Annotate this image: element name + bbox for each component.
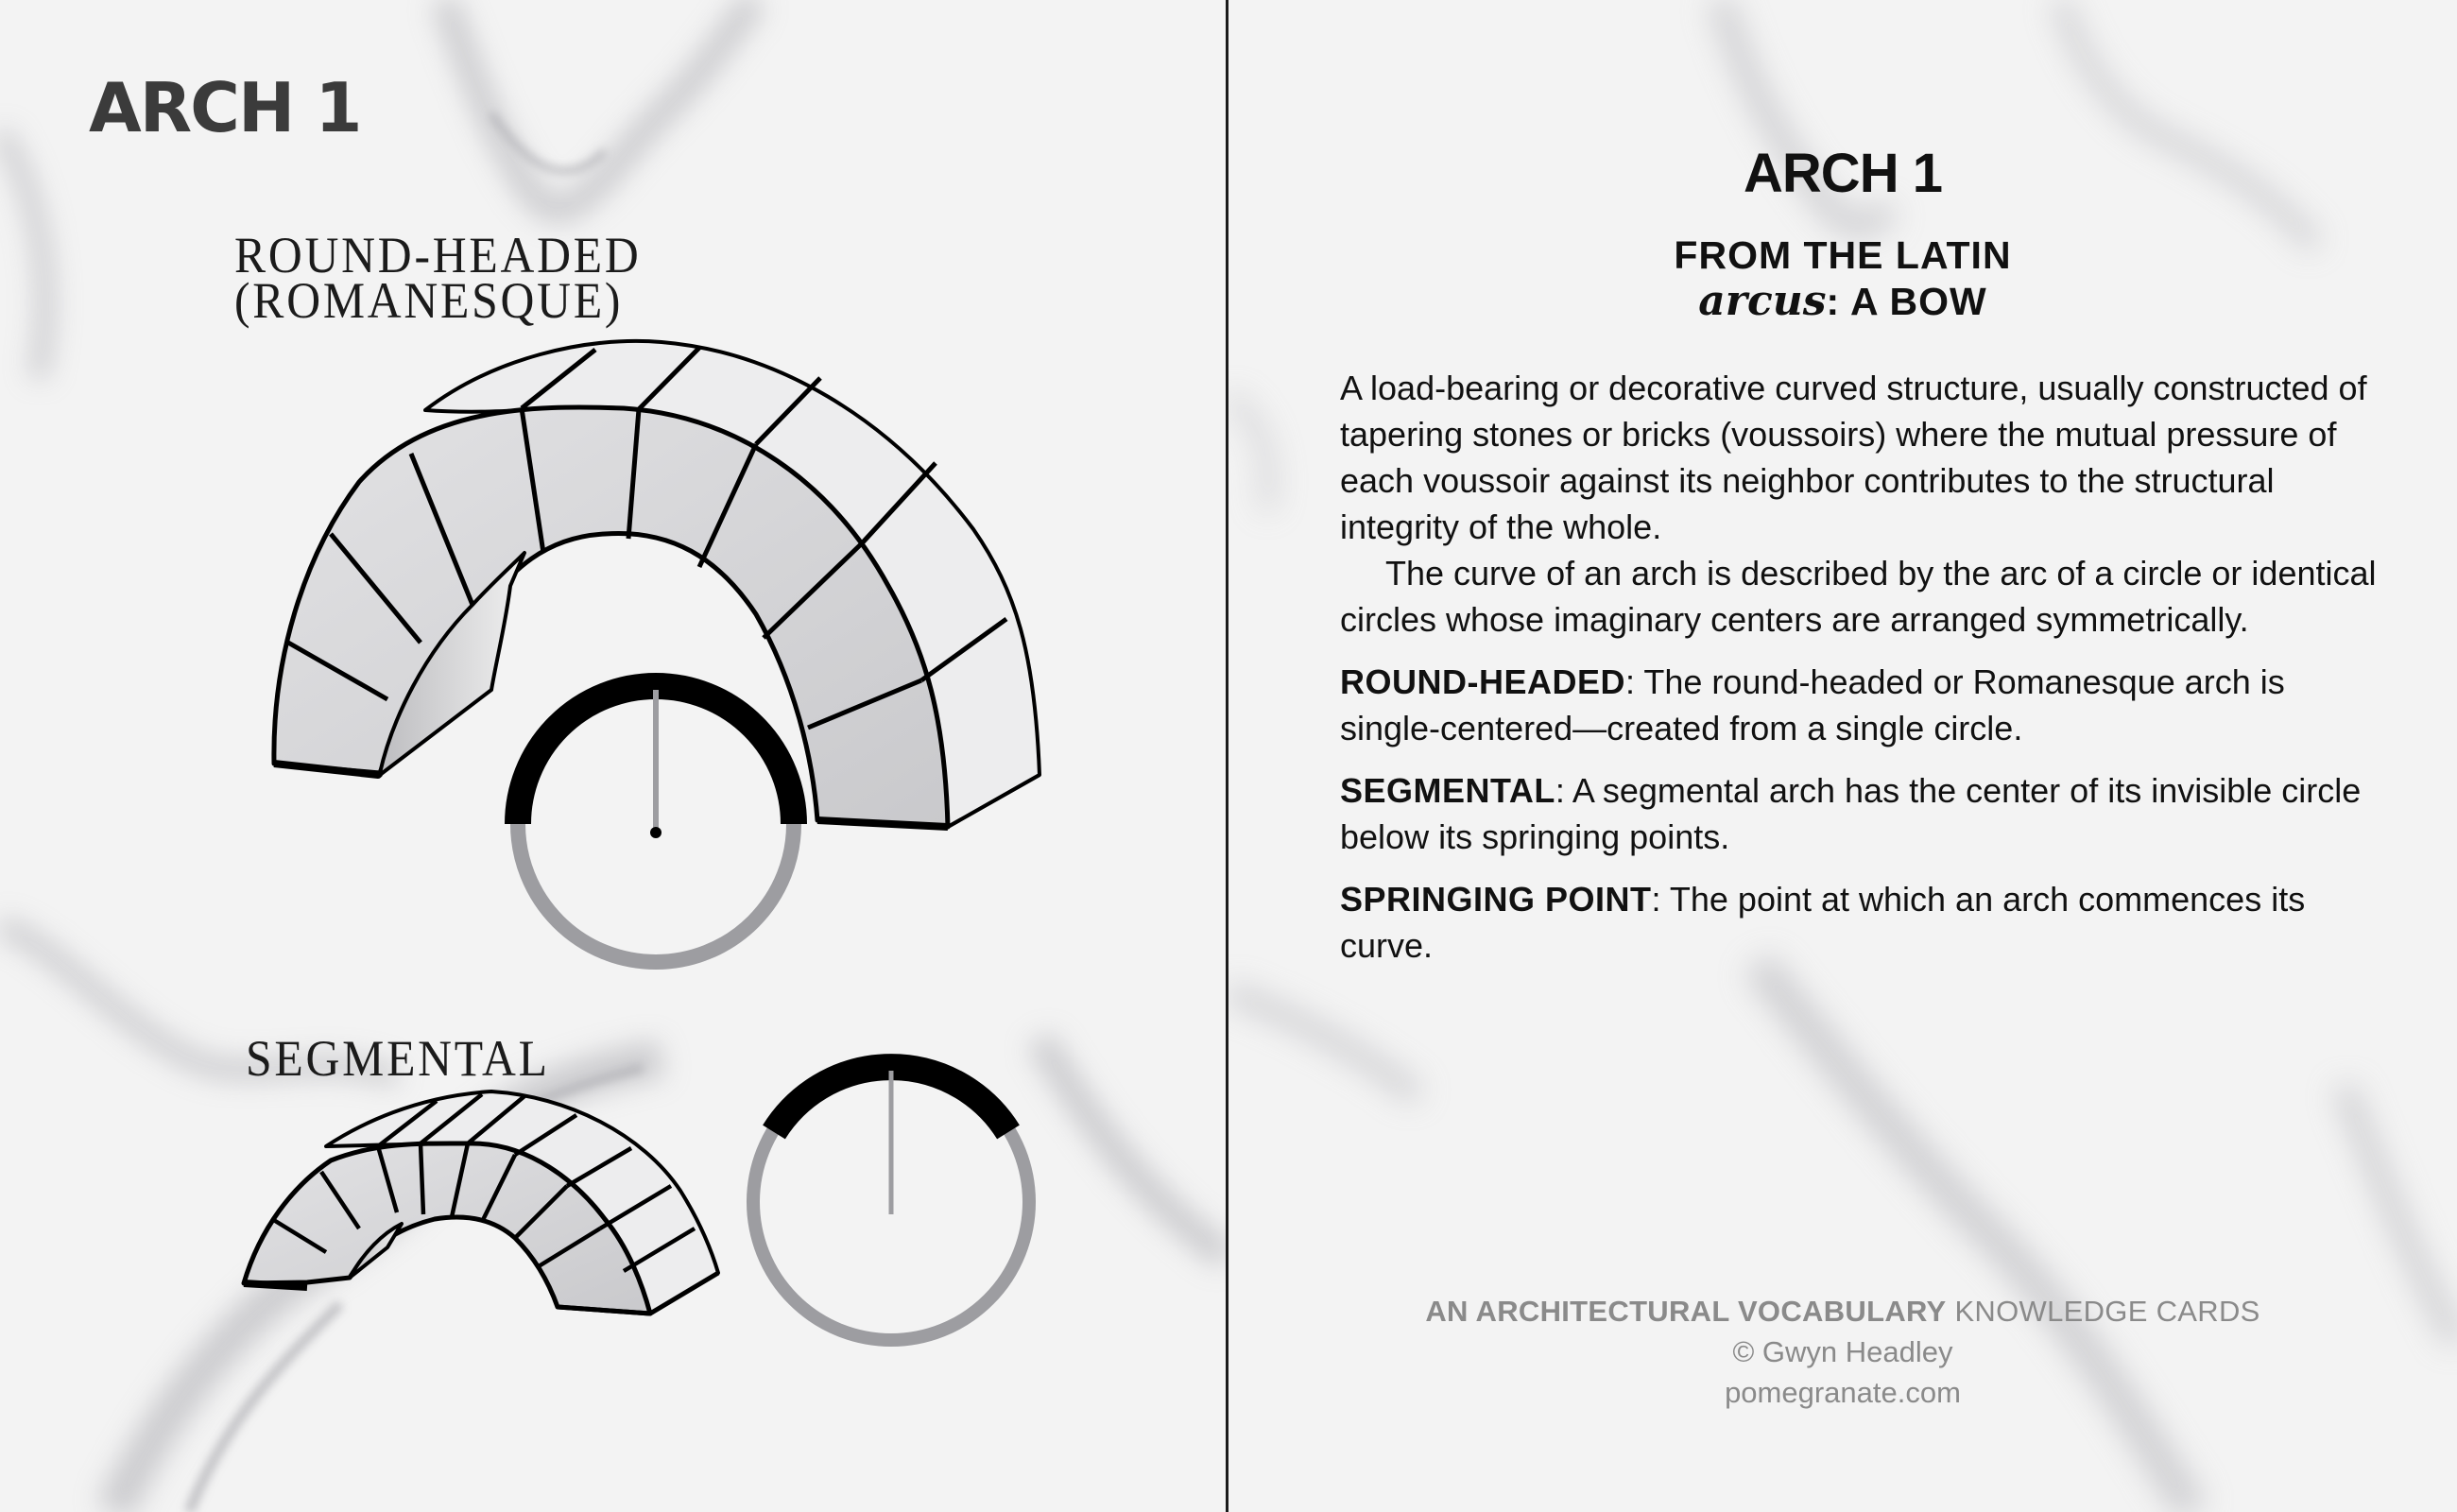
card-front — [0, 0, 1227, 1512]
card-title: ARCH 1 — [89, 68, 361, 147]
series-title — [1228, 1291, 2457, 1332]
card-title: ARCH 1 — [1744, 143, 1942, 204]
series-name: AN ARCHITECTURAL VOCABULARY — [1425, 1295, 1947, 1328]
term-label: SPRINGING POINT — [1340, 880, 1652, 919]
definition-paragraph: A load-bearing or decorative curved structure, usually constructed of tapering stones or bricks (voussoirs) where the mutual pressure of each voussoir against its neighbor contributes to the structural integrity of the whole. — [1340, 369, 2367, 546]
term-definition-springing-point — [1340, 876, 2380, 969]
series-subtitle: KNOWLEDGE CARDS — [1946, 1295, 2260, 1328]
segmental-label-line1: SEGMENTAL — [246, 1030, 550, 1087]
round-headed-circle-diagram-icon — [518, 686, 794, 962]
latin-meaning: : A BOW — [1826, 280, 1987, 323]
card-back — [1228, 0, 2457, 1512]
term-text: : A segmental arch has the center of its invisible circle below its springing points. — [1340, 771, 2362, 856]
term-text: : The point at which an arch commences its curve. — [1340, 880, 2306, 965]
arch-illustrations — [0, 0, 1227, 1512]
term-definition-segmental — [1340, 767, 2380, 860]
card-footer — [1228, 1291, 2457, 1413]
term-text: : The round-headed or Romanesque arch is single-centered—created from a single circle. — [1340, 662, 2285, 747]
latin-word: arcus — [1698, 277, 1827, 325]
term-definition-round-headed — [1340, 659, 2380, 751]
round-headed-label-line1: ROUND-HEADED — [234, 227, 642, 284]
copyright: © Gwyn Headley — [1732, 1335, 1953, 1368]
round-headed-label-line2: (ROMANESQUE) — [234, 272, 624, 329]
definition-body — [1340, 365, 2380, 969]
etymology-heading: FROM THE LATIN — [1674, 233, 2012, 277]
term-label: ROUND-HEADED — [1340, 662, 1625, 701]
publisher-website: pomegranate.com — [1725, 1376, 1961, 1409]
term-label: SEGMENTAL — [1340, 771, 1555, 810]
segmental-circle-diagram-icon — [753, 1064, 1029, 1340]
definition-paragraph: The curve of an arch is described by the arc of a circle or identical circles whose imaginary centers are arranged symmetrically. — [1340, 554, 2377, 639]
etymology-latin-line — [1228, 277, 2457, 325]
segmental-arch-icon — [244, 1091, 718, 1314]
